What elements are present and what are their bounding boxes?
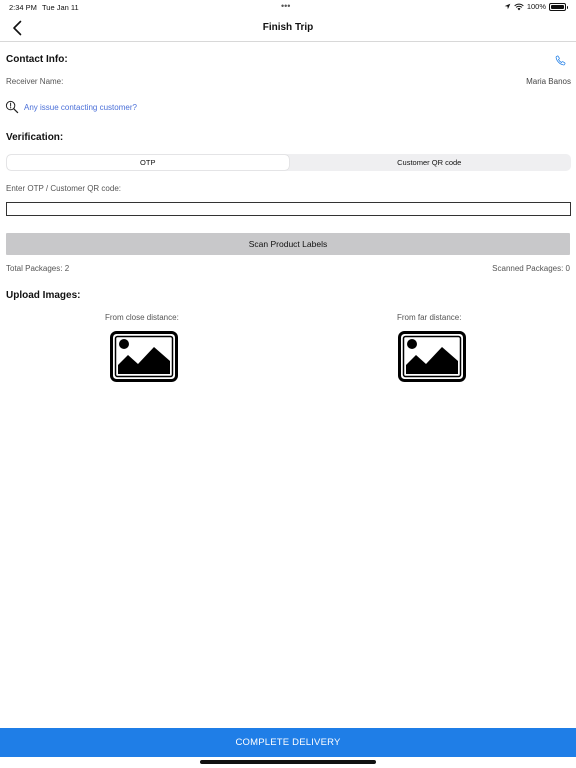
image-icon (398, 331, 466, 382)
verification-method-selector (6, 154, 571, 171)
receiver-name-label: Receiver Name: (6, 77, 64, 86)
tab-customer-qr-code[interactable]: Customer QR code (397, 158, 462, 167)
search-alert-icon (5, 100, 19, 114)
upload-images-heading: Upload Images: (6, 290, 81, 301)
battery-icon (549, 3, 566, 11)
phone-icon (555, 55, 566, 66)
navigation-bar (0, 14, 576, 42)
verification-heading: Verification: (6, 132, 64, 143)
wifi-icon (514, 3, 524, 11)
multitasking-dots[interactable]: ••• (281, 1, 291, 11)
status-indicators (504, 2, 566, 11)
upload-far-image-button[interactable] (398, 331, 466, 382)
status-date: Tue Jan 11 (42, 3, 79, 12)
total-packages: Total Packages: 2 (6, 264, 70, 273)
complete-delivery-button[interactable]: COMPLETE DELIVERY (0, 728, 576, 757)
close-distance-label: From close distance: (105, 313, 179, 322)
contact-issue-link[interactable] (5, 100, 137, 114)
home-indicator[interactable] (200, 760, 376, 764)
image-icon (110, 331, 178, 382)
location-icon (504, 3, 511, 10)
otp-input[interactable] (6, 202, 571, 216)
status-bar (0, 0, 576, 14)
far-distance-label: From far distance: (397, 313, 462, 322)
scanned-packages: Scanned Packages: 0 (492, 264, 570, 273)
status-time: 2:34 PM (9, 3, 37, 12)
contact-info-heading: Contact Info: (6, 54, 68, 65)
scan-product-labels-button[interactable]: Scan Product Labels (6, 233, 570, 255)
contact-issue-text[interactable]: Any issue contacting customer? (24, 102, 137, 112)
upload-close-image-button[interactable] (110, 331, 178, 382)
receiver-name-value: Maria Banos (526, 77, 571, 86)
otp-input-label: Enter OTP / Customer QR code: (6, 184, 122, 193)
battery-percentage: 100% (526, 2, 546, 11)
tab-otp[interactable]: OTP (7, 155, 289, 170)
call-customer-button[interactable] (553, 53, 567, 67)
page-title: Finish Trip (262, 22, 314, 33)
